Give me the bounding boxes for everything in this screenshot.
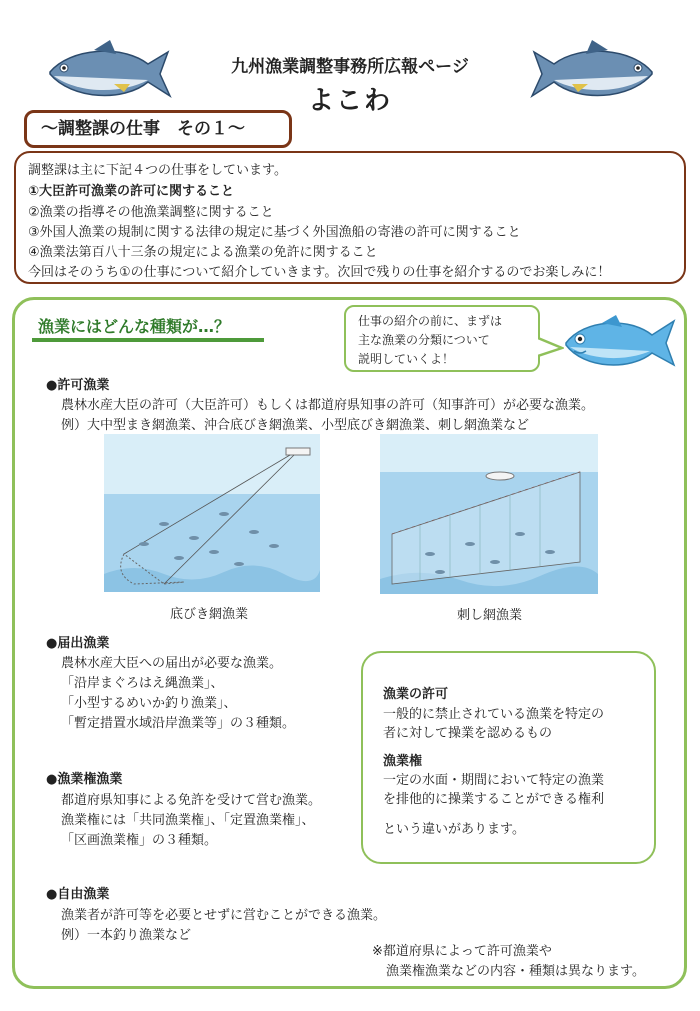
notified-fishery-line: 「沿岸まぐろはえ縄漁業」、 [61,676,224,691]
notified-fishery-line: 「暫定措置水域沿岸漁業等」の３種類。 [61,716,296,731]
section-title: ～調整課の仕事 その１～ [24,110,292,148]
permit-fishery-line: 農林水産大臣の許可（大臣許可）もしくは都道府県知事の許可（知事許可）が必要な漁業。 [61,398,595,413]
footnote-line: 漁業権漁業などの内容・種類は異なります。 [386,964,645,979]
free-fishery-line: 漁業者が許可等を必要とせずに営むことができる漁業。 [61,908,387,923]
footnote-line: ※都道府県によって許可漁業や [372,944,552,959]
intro-line: 調整課は主に下記４つの仕事をしています。 [28,163,287,178]
rights-definition-line: を排他的に操業することができる権利 [383,792,605,807]
definition-closing: という違いがあります。 [383,822,525,837]
permit-definition-line: 一般的に禁止されている漁業を特定の [383,707,605,722]
notified-fishery-line: 「小型するめいか釣り漁業」、 [61,696,237,711]
notified-fishery-line: 農林水産大臣への届出が必要な漁業。 [61,656,283,671]
rights-fishery-heading: ●漁業権漁業 [46,772,123,787]
newsletter-subtitle: 九州漁業調整事務所広報ページ [231,57,469,77]
gill-net-illustration [380,434,598,594]
mascot-fish-icon [562,313,678,373]
gill-net-caption: 刺し網漁業 [457,608,523,623]
rights-fishery-line: 「区画漁業権」の３種類。 [61,833,218,848]
intro-line: 今回はそのうち①の仕事について紹介していきます。次回で残りの仕事を紹介するのでお楽しみに！ [28,265,611,280]
intro-line: ①大臣許可漁業の許可に関すること [28,184,235,199]
bubble-tail [538,336,564,360]
intro-line: ②漁業の指導その他漁業調整に関すること [28,205,274,220]
intro-line: ④漁業法第百八十三条の規定による漁業の免許に関すること [28,245,378,260]
bubble-line: 主な漁業の分類について [358,333,490,347]
newsletter-title: よこわ [307,86,392,116]
intro-line: ③外国人漁業の規制に関する法律の規定に基づく外国漁船の寄港の許可に関すること [28,225,521,240]
free-fishery-line: 例）一本釣り漁業など [61,928,192,943]
permit-definition-heading: 漁業の許可 [383,687,449,702]
notified-fishery-heading: ●届出漁業 [46,636,110,651]
permit-fishery-line: 例）大中型まき網漁業、沖合底びき網漁業、小型底びき網漁業、刺し網漁業など [61,418,530,433]
bottom-trawl-caption: 底びき網漁業 [170,607,249,622]
speech-bubble [344,305,540,372]
rights-definition-line: 一定の水面・期間において特定の漁業 [383,773,605,788]
bubble-line: 説明していくよ！ [358,352,455,366]
rights-fishery-line: 都道府県知事による免許を受けて営む漁業。 [61,793,322,808]
free-fishery-heading: ●自由漁業 [46,887,110,902]
fishery-types-title: 漁業にはどんな種類が…？ [38,317,231,336]
bottom-trawl-illustration [104,434,320,592]
permit-fishery-heading: ●許可漁業 [46,378,110,393]
bubble-line: 仕事の紹介の前に、まずは [358,314,503,328]
rights-fishery-line: 漁業権には「共同漁業権」、「定置漁業権」、 [61,813,315,828]
title-underline [32,338,264,342]
permit-definition-line: 者に対して操業を認めるもの [383,726,553,741]
rights-definition-heading: 漁業権 [383,754,423,769]
